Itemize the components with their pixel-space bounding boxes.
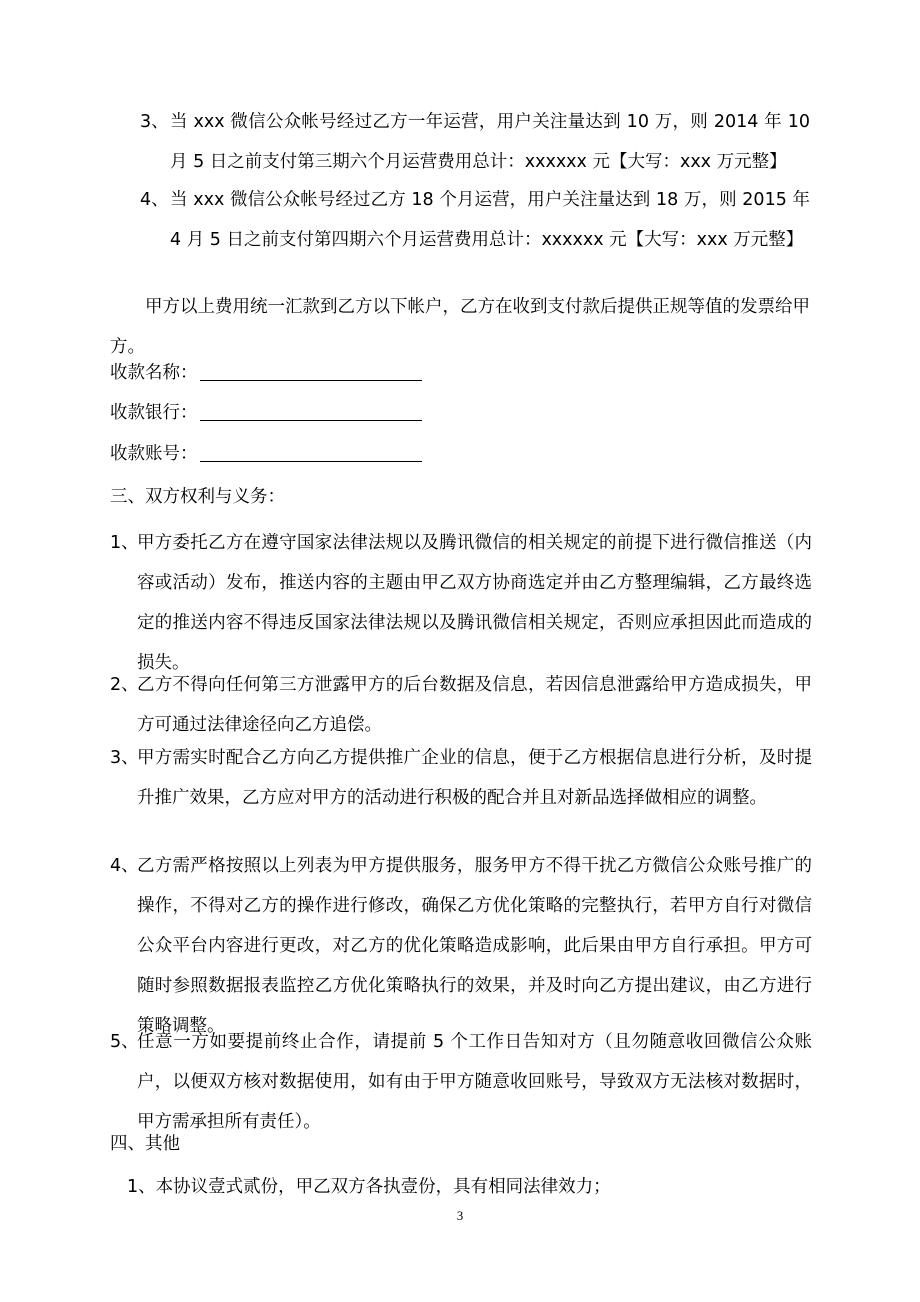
section-3-item [110, 738, 812, 818]
section-3-item-number: 4、 [110, 856, 139, 876]
account-name-label: 收款名称： [110, 363, 198, 383]
account-number-field [110, 442, 422, 466]
payment-item-number: 3、 [140, 112, 169, 132]
section-3-item [110, 846, 812, 1046]
section-3-item-number: 3、 [110, 748, 139, 768]
section-4-item-text: 本协议壹式贰份，甲乙双方各执壹份，具有相同法律效力； [155, 1177, 611, 1197]
section-3-item-number: 2、 [110, 675, 139, 695]
section-3-item-text: 甲方委托乙方在遵守国家法律法规以及腾讯微信的相关规定的前提下进行微信推送（内容或活动）发布，推送内容的主题由甲乙双方协商选定并由乙方整理编辑，乙方最终选定的推送内容不得违反国家法律法规以及腾讯微信相关规定，否则应承担因此而造成的损失。 [137, 533, 812, 673]
section-3-item-number: 5、 [110, 1032, 139, 1052]
account-name-blank [200, 362, 422, 381]
section-3-item [110, 665, 812, 745]
section-3-heading: 三、双方权利与义务： [110, 487, 285, 507]
section-3-item-number: 1、 [110, 533, 139, 553]
payment-note: 甲方以上费用统一汇款到乙方以下帐户，乙方在收到支付款后提供正规等值的发票给甲方。 [110, 297, 810, 357]
payment-item-number: 4、 [140, 190, 169, 210]
account-number-label: 收款账号： [110, 444, 198, 464]
payment-item-text: 当 xxx 微信公众帐号经过乙方 18 个月运营，用户关注量达到 18 万，则 2015 年 4 月 5 日之前支付第四期六个月运营费用总计：xxxxxx 元【大写：xxx 万元整】 [170, 190, 810, 250]
page-number: 3 [456, 1208, 464, 1223]
section-3-item-text: 乙方不得向任何第三方泄露甲方的后台数据及信息，若因信息泄露给甲方造成损失，甲方可通过法律途径向乙方追偿。 [137, 675, 812, 735]
account-name-field [110, 361, 422, 385]
account-bank-field [110, 401, 422, 425]
payment-item-text: 当 xxx 微信公众帐号经过乙方一年运营，用户关注量达到 10 万，则 2014 年 10 月 5 日之前支付第三期六个月运营费用总计：xxxxxx 元【大写：xxx 万元整】 [170, 112, 810, 172]
section-4-heading: 四、其他 [110, 1134, 180, 1154]
payment-item [140, 102, 810, 182]
section-3-item-text: 甲方需实时配合乙方向乙方提供推广企业的信息，便于乙方根据信息进行分析，及时提升推广效果，乙方应对甲方的活动进行积极的配合并且对新品选择做相应的调整。 [137, 748, 812, 808]
section-3-item [110, 1022, 812, 1142]
section-4-item [127, 1167, 817, 1207]
payment-item [140, 180, 810, 260]
account-bank-label: 收款银行： [110, 403, 198, 423]
section-3-item-text: 任意一方如要提前终止合作，请提前 5 个工作日告知对方（且勿随意收回微信公众账户，以便双方核对数据使用，如有由于甲方随意收回账号，导致双方无法核对数据时，甲方需承担所有责任）。 [137, 1032, 812, 1132]
account-bank-blank [200, 402, 422, 421]
section-4-item-number: 1、 [127, 1177, 156, 1197]
section-3-item [110, 523, 812, 683]
section-3-item-text: 乙方需严格按照以上列表为甲方提供服务，服务甲方不得干扰乙方微信公众账号推广的操作，不得对乙方的操作进行修改，确保乙方优化策略的完整执行，若甲方自行对微信公众平台内容进行更改，对乙方的优化策略造成影响，此后果由甲方自行承担。甲方可随时参照数据报表监控乙方优化策略执行的效果，并及时向乙方提出建议，由乙方进行策略调整。 [137, 856, 812, 1036]
account-number-blank [200, 443, 422, 462]
